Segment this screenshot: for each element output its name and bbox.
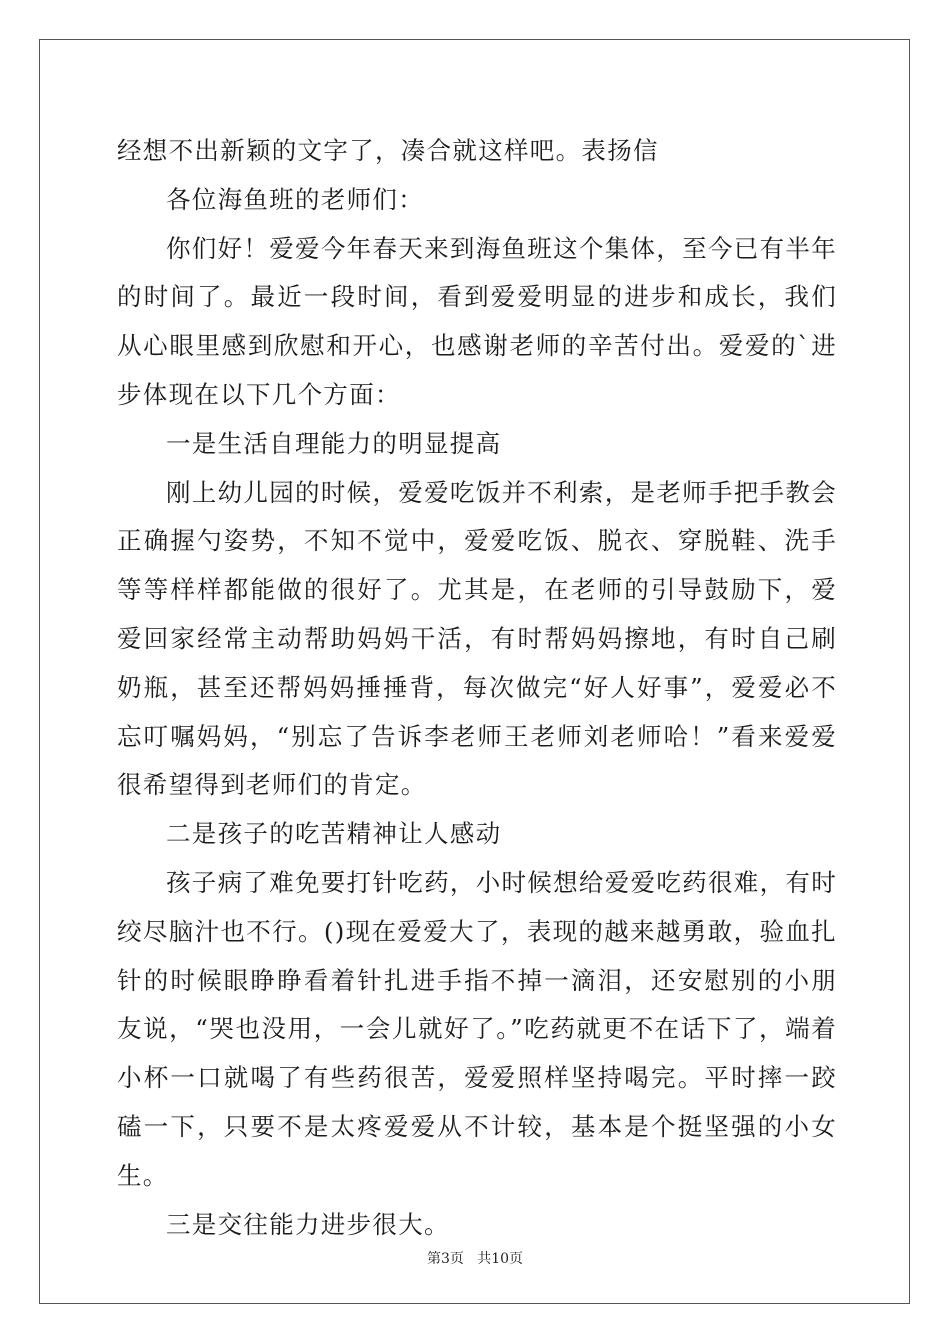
paragraph-self-care: 刚上幼儿园的时候，爱爱吃饭并不利索，是老师手把手教会正确握勺姿势，不知不觉中，爱爱吃饭、脱衣、穿脱鞋、洗手等等样样都能做的很好了。尤其是，在老师的引导鼓励下，爱爱回家经常主动帮助妈妈干活，有时帮妈妈擦地，有时自己刷奶瓶，甚至还帮妈妈捶捶背，每次做完“好人好事”，爱爱必不忘叮嘱妈妈，“别忘了告诉李老师王老师刘老师哈！”看来爱爱很希望得到老师们的肯定。	[117, 477, 837, 800]
section-heading-2: 二是孩子的吃苦精神让人感动	[166, 819, 502, 849]
section-heading-3: 三是交往能力进步很大。	[166, 1209, 450, 1239]
paragraph-continuation: 经想不出新颖的文字了，凑合就这样吧。表扬信	[117, 136, 659, 165]
document-body	[117, 127, 837, 1249]
paragraph-perseverance: 孩子病了难免要打针吃药，小时候想给爱爱吃药很难，有时绞尽脑汁也不行。()现在爱爱大了，表现的越来越勇敢，验血扎针的时候眼睁睁看着针扎进手指不掉一滴泪，还安慰别的小朋友说，“哭也没用，一会儿就好了。”吃药就更不在话下了，端着小杯一口就喝了有些药很苦，爱爱照样坚持喝完。平时摔一跤磕一下，只要不是太疼爱爱从不计较，基本是个挺坚强的小女生。	[117, 867, 837, 1190]
paragraph-greeting: 你们好！爱爱今年春天来到海鱼班这个集体，至今已有半年的时间了。最近一段时间，看到爱爱明显的进步和成长，我们从心眼里感到欣慰和开心，也感谢老师的辛苦付出。爱爱的`进步体现在以下几个方面：	[117, 233, 837, 409]
page-number-footer: 第3页 共10页	[426, 1251, 524, 1267]
section-heading-1: 一是生活自理能力的明显提高	[166, 428, 502, 458]
paragraph-salutation: 各位海鱼班的老师们：	[166, 184, 424, 214]
